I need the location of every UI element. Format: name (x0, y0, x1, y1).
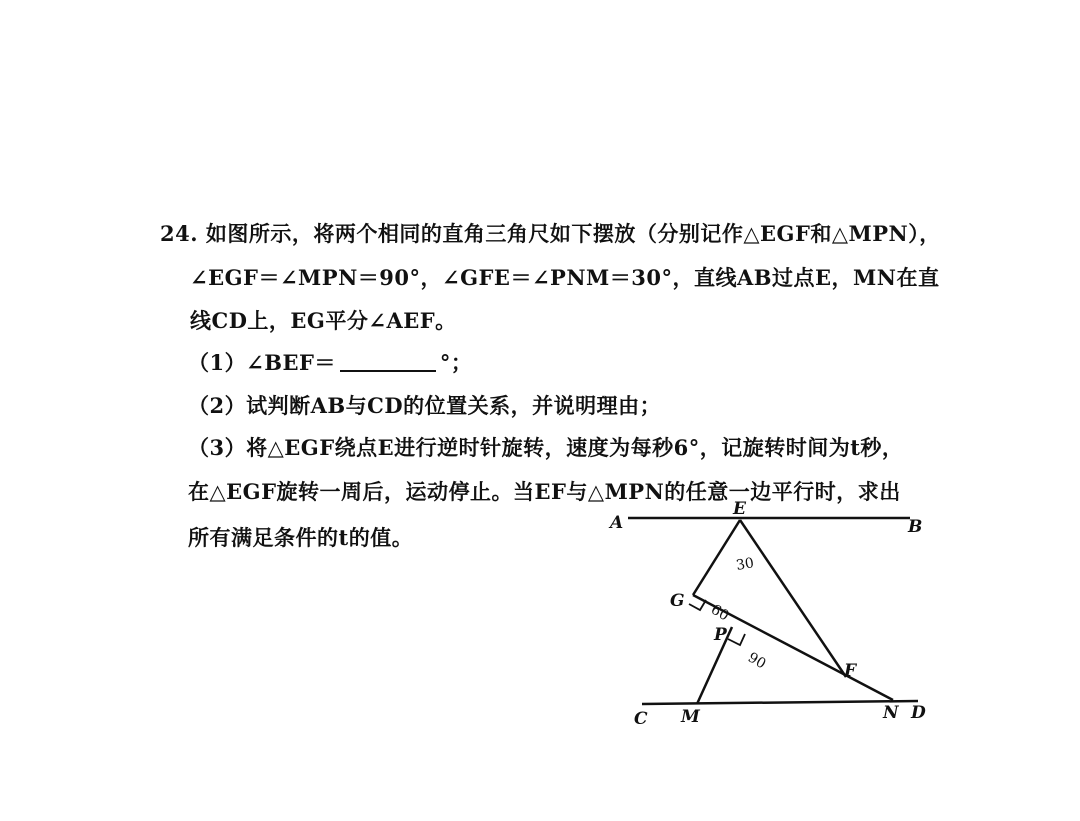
question-1-prefix: （1）∠BEF＝ (188, 350, 336, 375)
label-c: C (634, 709, 648, 729)
problem-number: 24. (160, 221, 199, 246)
label-e: E (733, 499, 746, 519)
label-b: B (908, 517, 923, 537)
problem-text-2: ∠EGF＝∠MPN＝90°，∠GFE＝∠PNM＝30°，直线AB过点E，MN在直 (190, 265, 940, 290)
question-3-text-3: 所有满足条件的t的值。 (188, 525, 414, 550)
label-n: N (883, 703, 899, 723)
label-a: A (610, 513, 624, 533)
label-g: G (670, 591, 685, 611)
question-2-text: （2）试判断AB与CD的位置关系，并说明理由； (188, 393, 662, 418)
problem-text-1: 如图所示，将两个相同的直角三角尺如下摆放（分别记作△EGF和△MPN）， (205, 221, 941, 246)
problem-text-3: 线CD上，EG平分∠AEF。 (190, 308, 457, 333)
angle-mark-e: 30 (734, 555, 756, 574)
segment-eg (693, 520, 740, 595)
question-3-text-1: （3）将△EGF绕点E进行逆时针旋转，速度为每秒6°，记旋转时间为t秒， (188, 435, 904, 460)
label-p: P (714, 625, 727, 645)
angle-mark-p: 90 (745, 649, 769, 673)
line-cd (642, 701, 918, 704)
label-m: M (681, 707, 700, 727)
angle-mark-g: 60 (708, 601, 732, 625)
label-d: D (911, 703, 926, 723)
label-f: F (844, 661, 857, 681)
right-angle-p (728, 634, 745, 645)
question-1-suffix: °； (439, 350, 473, 375)
question-3-text-2: 在△EGF旋转一周后，运动停止。当EF与△MPN的任意一边平行时，求出 (188, 479, 901, 504)
